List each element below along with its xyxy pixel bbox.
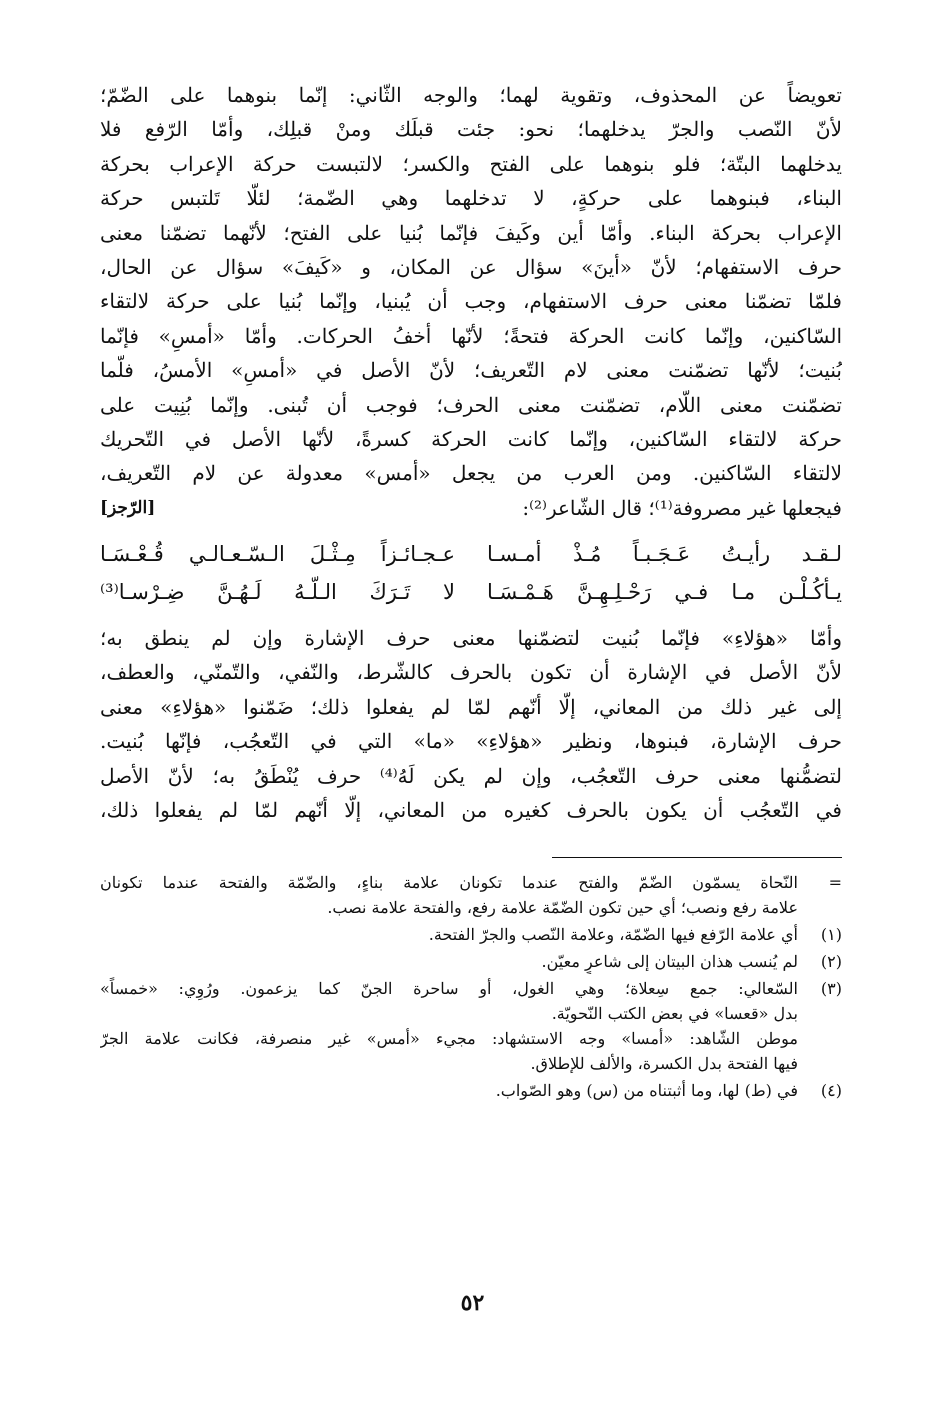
footnote-divider [552, 857, 842, 858]
hemistich-second: لا تَـرَكَ الـلّـهُ لَـهُـنَّ ضِـرْسـا⁽³⁾ [100, 580, 455, 605]
footnote-number: (١) [820, 925, 842, 945]
footnote-number: (٢) [820, 952, 842, 972]
text-line: بُنيت؛ لأنّها تضمّنت معنى لام التّعريف؛ لأنّ الأصل في «أمسِ» الأمسُ، فلّما [100, 358, 842, 383]
footnotes [100, 870, 842, 1103]
footnote-line: أي علامة الرّفع فيها الضّمّة، وعلامة النّصب والجرّ الفتحة. [428, 925, 798, 945]
text-line: وأمّا «هؤلاءِ» فإنّما بُنيت لتضمّنها معنى حرف الإشارة وإن لم ينطق به؛ [100, 626, 842, 651]
hemistich-first: يـأكُـلْـن مـا فـي رَحْـلِـهِـنَّ هَـمْـسَـا [487, 580, 842, 605]
text-line: البناء، فبنوهما على حركةٍ، لا تدخلهما وهي الضّمة؛ لئلّا تَلتبس حركة [100, 186, 842, 211]
page-number: ٥٢ [460, 1290, 485, 1316]
text-line: لأنّ النّصب والجرّ يدخلهما؛ نحو: جئت قبلَك ومنْ قبلِك، وأمّا الرّفع فلا [100, 117, 842, 142]
hemistich-second: عـجـائـزاً مِـثْـلَ الـسّـعـالـي قُـعْـسَـا [100, 542, 455, 567]
footnote-line: السّعالي: جمع سِعلاة؛ وهي الغول، أو ساحرة الجنّ كما يزعمون. ورُوِي: «خمساً» [100, 979, 798, 999]
text-line: تعويضاً عن المحذوف، وتقوية لهما؛ والوجه الثّاني: إنّما بنوهما على الضّمّ؛ [100, 83, 842, 107]
footnote-number: (٣) [820, 979, 842, 999]
poem-verse [100, 573, 842, 611]
footnote-line: علامة رفع ونصب؛ أي حين تكون الضّمّة علامة رفع، والفتحة علامة نصب. [327, 898, 798, 918]
footnote-body [100, 976, 798, 1076]
footnote-body [100, 870, 798, 920]
text-line: السّاكنين، وإنّما كانت الحركة فتحةً؛ لأنّها أخفُ الحركات. وأمّا «أمسِ» فإنّما [100, 323, 842, 348]
text-line-content: فيجعلها غير مصروفة⁽¹⁾؛ قال الشّاعر⁽²⁾: [522, 495, 842, 520]
text-line: في التّعجُب أن يكون بالحرف كغيره من المعاني، إلّا أنّهم لمّا لم يفعلوا ذلك، [100, 798, 842, 823]
footnote-line: النّحاة يسمّون الضّمّ والفتح عندما تكونان علامة بناءٍ، والضّمّة والفتحة عندما تكونان [100, 873, 798, 893]
text-line: إلى غير ذلك من المعاني، إلّا أنّهم لمّا لم يفعلوا ذلك؛ ضَمّنوا «هؤلاءِ» معنى [100, 694, 842, 719]
text-line: حركة لالتقاء السّاكنين، وإنّما كانت الحركة كسرةً، لأنّها الأصل في التّحريك [100, 426, 842, 451]
footnote [100, 1078, 842, 1103]
footnote [100, 922, 842, 947]
poem [100, 535, 842, 611]
footnote-number: = [828, 873, 842, 893]
footnote-line: فيها الفتحة بدل الكسرة، والألف للإطلاق. [530, 1054, 798, 1074]
footnote-line: موطن الشّاهد: «أمسا» وجه الاستشهاد: مجيء «أمس» غير منصرفة، فكانت علامة الجرّ [100, 1029, 798, 1049]
page-body [100, 78, 842, 1103]
text-line: لأنّ الأصل في الإشارة أن تكون بالحرف كالشّرط، والنّفي، والتّمنّي، والعطف، [100, 660, 842, 685]
footnote-body [100, 1078, 798, 1103]
main-paragraph [100, 78, 842, 525]
text-line: لالتقاء السّاكنين. ومن العرب من يجعل «أمس» معدولة عن لام التّعريف، [100, 461, 842, 486]
footnote-line: بدل «قعسا» في بعض الكتب النّحويّة. [551, 1004, 798, 1024]
footnote [100, 976, 842, 1076]
text-line: الإعراب بحركة البناء. وأمّا أين وكَيفَ فإنّما بُنيا على الفتح؛ لأنّهما تضمّنا معنى [100, 220, 842, 245]
text-line: لتضمُّنها معنى حرف التّعجُب، وإن لم يكن لَهُ⁽⁴⁾ حرف يُنْطَقُ به؛ لأنّ الأصل [100, 763, 842, 788]
footnote-line: في (ط) لها، وما أثبتناه من (س) وهو الصّواب. [495, 1081, 798, 1101]
footnote-body [100, 949, 798, 974]
footnote-body [100, 922, 798, 947]
footnote [100, 870, 842, 920]
text-line: حرف الاستفهام؛ لأنّ «أينَ» سؤال عن المكان، و «كَيفَ» سؤال عن الحال، [100, 254, 842, 279]
text-line: يدخلهما البتّة؛ فلو بنوهما على الفتح والكسر؛ لالتبست حركة الإعراب بحركة [100, 151, 842, 176]
footnote [100, 949, 842, 974]
poem-verse [100, 535, 842, 573]
text-line: تضمّنت معنى اللّام، تضمّنت معنى الحرف؛ فوجب أن تُبنى. وإنّما بُنِيت على [100, 392, 842, 417]
text-line: حرف الإشارة، فبنوها، ونظير «هؤلاءِ» «ما» التي في التّعجُب، فإنّها بُنيت. [100, 729, 842, 754]
meter-label: [الرّجز] [100, 497, 156, 518]
second-paragraph [100, 621, 842, 827]
text-line-last [100, 491, 842, 525]
footnote-number: (٤) [820, 1081, 842, 1101]
hemistich-first: لـقـد رأيـتُ عَـجَـبـاً مُـذْ أمـسـا [487, 542, 842, 567]
footnote-line: لم يُنسب هذان البيتان إلى شاعرٍ معيّن. [541, 952, 798, 972]
text-line: فلمّا تضمّنا معنى حرف الاستفهام، وجب أن يُبنيا، وإنّما بُنيا على حركة لالتقاء [100, 289, 842, 314]
